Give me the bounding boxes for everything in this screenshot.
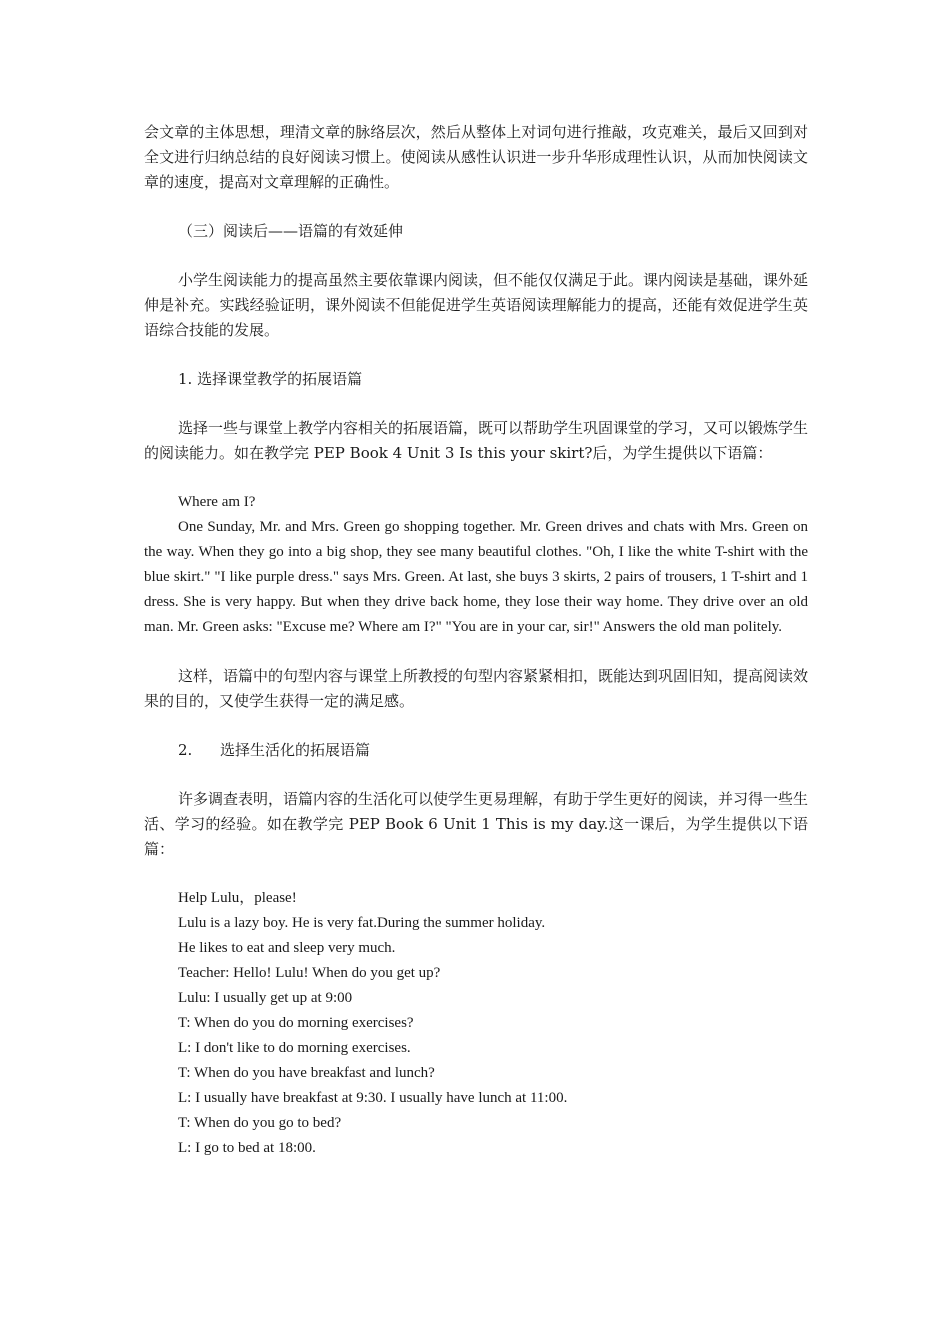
story-2-line: T: When do you go to bed?: [178, 1115, 342, 1131]
story-2-line: L: I don't like to do morning exercises.: [178, 1040, 411, 1056]
story-2-line: T: When do you do morning exercises?: [178, 1015, 414, 1031]
subheading-1-paragraph: 选择一些与课堂上教学内容相关的拓展语篇，既可以帮助学生巩固课堂的学习，又可以锻炼学生的阅读能力。如在教学完 PEP Book 4 Unit 3 Is this your skirt?后，为学生提供以下语篇：: [144, 419, 809, 462]
subheading-2-paragraph: 许多调查表明，语篇内容的生活化可以使学生更易理解，有助于学生更好的阅读，并习得一些生活、学习的经验。如在教学完 PEP Book 6 Unit 1 This is my day.这一课后，为学生提供以下语篇：: [144, 790, 809, 858]
section-heading-3: （三）阅读后——语篇的有效延伸: [178, 222, 404, 240]
subheading-2-number: 2.: [178, 741, 193, 759]
story-2-line: Teacher: Hello! Lulu! When do you get up?: [178, 965, 441, 981]
after-story-1-paragraph: 这样，语篇中的句型内容与课堂上所教授的句型内容紧紧相扣，既能达到巩固旧知，提高阅读效果的目的，又使学生获得一定的满足感。: [144, 667, 809, 710]
document-page: [144, 120, 808, 1161]
story-1-body: One Sunday, Mr. and Mrs. Green go shopping together. Mr. Green drives and chats with Mrs. Green on the way. When they go into a big shop, they see many beautiful clothes. "Oh, I like the white T-shirt with the blue skirt." "I like purple dress." says Mrs. Green. At last, she buys 3 skirts, 2 pairs of trousers, 1 T-shirt and 1 dress. She is very happy. But when they drive back home, they lose their way home. They drive over an old man. Mr. Green asks: "Excuse me? Where am I?" "You are in your car, sir!" Answers the old man politely.: [144, 519, 808, 635]
subheading-2-text: 选择生活化的拓展语篇: [220, 741, 371, 759]
intro-paragraph: 会文章的主体思想，理清文章的脉络层次，然后从整体上对词句进行推敲，攻克难关，最后又回到对全文进行归纳总结的良好阅读习惯上。使阅读从感性认识进一步升华形成理性认识，从而加快阅读文章的速度，提高对文章理解的正确性。: [144, 123, 808, 191]
subheading-1: 1. 选择课堂教学的拓展语篇: [178, 370, 363, 388]
story-1-title: Where am I?: [178, 494, 256, 510]
subheading-2: [144, 738, 808, 763]
story-2: [144, 886, 808, 1161]
story-2-line: T: When do you have breakfast and lunch?: [178, 1065, 435, 1081]
story-2-line: L: I go to bed at 18:00.: [178, 1140, 316, 1156]
story-2-line: L: I usually have breakfast at 9:30. I usually have lunch at 11:00.: [178, 1090, 568, 1106]
story-2-line: Lulu: I usually get up at 9:00: [178, 990, 353, 1006]
extension-paragraph: 小学生阅读能力的提高虽然主要依靠课内阅读，但不能仅仅满足于此。课内阅读是基础，课外延伸是补充。实践经验证明，课外阅读不但能促进学生英语阅读理解能力的提高，还能有效促进学生英语综合技能的发展。: [144, 271, 809, 339]
story-2-line: Help Lulu，please!: [178, 890, 297, 906]
story-2-line: He likes to eat and sleep very much.: [178, 940, 396, 956]
story-2-line: Lulu is a lazy boy. He is very fat.During the summer holiday.: [178, 915, 546, 931]
